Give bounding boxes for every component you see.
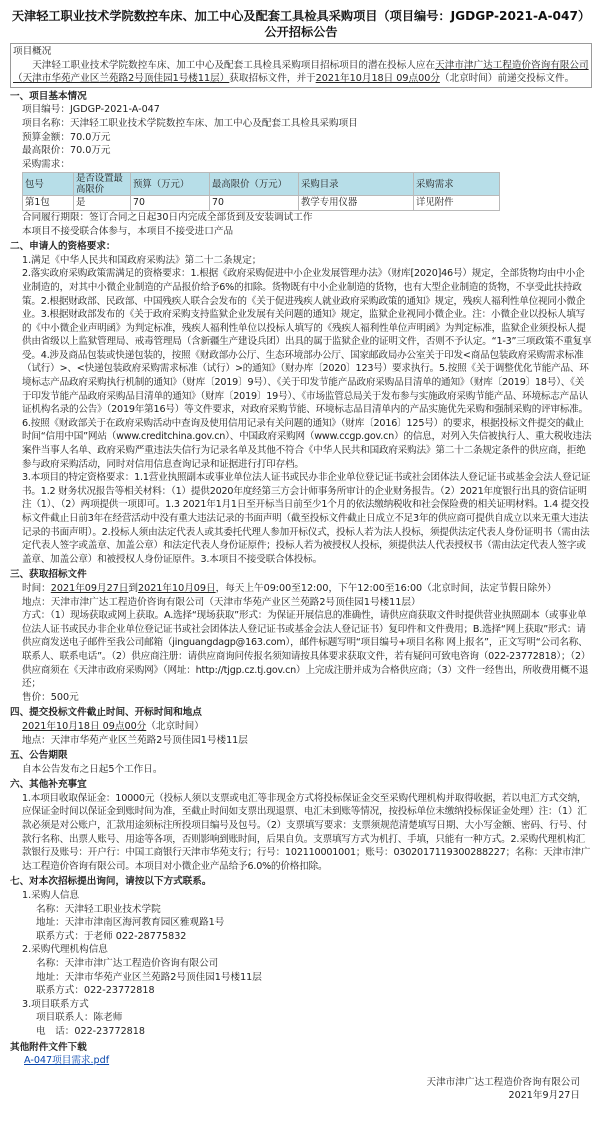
obtain-to: 到 — [128, 582, 138, 594]
overview-text-b: 获取招标文件，并于 — [229, 73, 316, 85]
requirement-label: 采购需求： — [22, 158, 70, 170]
agent-heading: 2.采购代理机构信息 — [22, 944, 108, 956]
table-cell: 第1包 — [23, 196, 74, 211]
notice-period: 自本公告发布之日起5个工作日。 — [22, 763, 163, 775]
bid-deadline-suffix: （北京时间） — [146, 720, 204, 732]
attachments-heading: 其他附件文件下载 — [10, 1041, 87, 1053]
qualification-1: 1.满足《中华人民共和国政府采购法》第二十二条规定； — [22, 254, 262, 266]
buyer-heading: 1.采购人信息 — [22, 890, 80, 902]
contract-period: 合同履行期限：签订合同之日起30日内完成全部货到及安装调试工作 — [22, 211, 313, 223]
document-price: 售价：500元 — [22, 691, 79, 703]
bid-deadline-date: 2021年10月18日 09点00分 — [22, 720, 147, 732]
qualification-3: 3.本项目的特定资格要求：1.1营业执照副本或事业单位法人证书或民办非企业单位登记证书或社会团体法人登记证书或基金会法人登记证书。1.2 财务状况报告等相关材料：（1）提供2020年度经第三方会计师事务所审计的企业财务报告。（2）2021年度银行出具的资信证明 注（1）、（2）两项提供一项即可。1.3 2021年1月1日至开标当日前至少1个月的依法缴纳税收和社会保险费的相关证明材料。1.4 提交投标文件截止日前3年在经营活动中没有重大违法记录的书面声明（截至投标文件截止日成立不足3年的供应商可提供自成立以来无重大违法记录的书面声明）。2.投标人须由法定代表人或其委托代理人参加开标仪式，投标人若为法人投标，须提供法定代表人身份证明书（需由法定代表人签字或盖章、加盖公章）和法定代表人身份证原件；投标人若为被授权人投标，须提供法人代表授权书（需由法定代表人签字或盖章、加盖公章）和被授权人身份证原件。3.本项目不接受联合体投标。 — [22, 472, 591, 565]
obtain-hours: ，每天上午09:00至12:00，下午12:00至16:00（北京时间，法定节假日除外） — [215, 582, 557, 594]
budget: 预算金额：70.0万元 — [22, 131, 111, 143]
obtain-place: 地点：天津市津广达工程造价咨询有限公司（天津市华苑产业区兰苑路2号顶佳园1号楼11层） — [22, 596, 421, 608]
table-row — [23, 196, 500, 211]
table-cell: 详见附件 — [414, 196, 500, 211]
project-contact-heading: 3.项目联系方式 — [22, 998, 89, 1010]
table-header-row — [23, 173, 500, 196]
page-title: 天津轻工职业技术学院数控车床、加工中心及配套工具检具采购项目（项目编号：JGDGP-2021-A-047）公开招标公告 — [11, 9, 591, 39]
table-header-cell: 采购需求 — [414, 173, 500, 196]
buyer-name: 名称：天津轻工职业技术学院 — [36, 903, 161, 915]
table-cell: 是 — [74, 196, 131, 211]
attachment-link[interactable]: A-047项目需求.pdf — [24, 1055, 110, 1067]
project-contact-phone: 电 话：022-23772818 — [36, 1025, 145, 1037]
signature-org: 天津市津广达工程造价咨询有限公司 — [426, 1076, 580, 1088]
project-contact-person: 项目联系人：陈老师 — [36, 1012, 123, 1024]
agent-address: 地址：天津市华苑产业区兰苑路2号顶佳园1号楼11层 — [36, 971, 262, 983]
overview-text — [13, 59, 591, 86]
table-cell: 教学专用仪器 — [299, 196, 414, 211]
buyer-contact: 联系方式：于老师 022-28775832 — [36, 930, 187, 942]
obtain-start-date: 2021年09月27日 — [50, 582, 129, 594]
section-2-heading: 二、申请人的资格要求： — [10, 241, 116, 253]
table-header-cell: 预算（万元） — [131, 173, 210, 196]
project-name: 项目名称：天津轻工职业技术学院数控车床、加工中心及配套工具检具采购项目 — [22, 117, 358, 129]
max-price: 最高限价：70.0万元 — [22, 145, 111, 157]
overview-deadline: 2021年10月18日 09点00分 — [315, 73, 440, 85]
obtain-time — [10, 582, 592, 596]
table-cell: 70 — [210, 196, 299, 211]
overview-text-a: 天津轻工职业技术学院数控车床、加工中心及配套工具检具采购项目招标项目的潜在投标人应在 — [32, 59, 436, 71]
section-5-heading: 五、公告期限 — [10, 750, 68, 762]
overview-place: 天津市津广达工程造价咨询有限公司（天津市华苑产业区兰苑路2号顶佳园1号楼11层） — [13, 59, 589, 85]
section-4-heading: 四、提交投标文件截止时间、开标时间和地点 — [10, 707, 202, 719]
overview-heading: 项目概况 — [13, 46, 52, 57]
overview-box — [10, 43, 592, 88]
agent-contact: 联系方式：022-23772818 — [36, 985, 155, 997]
section-1-heading: 一、项目基本情况 — [10, 90, 87, 102]
buyer-address: 地址：天津市津南区海河教育园区雅观路1号 — [36, 917, 225, 929]
supplementary-text: 1.本项目收取保证金：10000元（投标人须以支票或电汇等非现金方式将投标保证金交至采购代理机构并取得收据，若以电汇方式交纳，应保证金时间以保证金到账时间为准，至截止时间如支票出现退票、电汇未到账等情况，按投标单位未缴纳投标保证金处理）注：（1）汇款必须是对公账户，汇款用途须标注所投项目编号及包号。（2）支票填写要求：支票须规范清楚填写日期、大小写金额、密码、行号、付款行名称、出票人账号、用途等各项，否则影响到账时间，后果自负。支票填写方式为机打、手填，只能有一种方式。2.采购代理机构汇款银行及账号：开户行：中国工商银行天津市华苑支行；行号：102110001001；账号：0302017119300288227；名称：天津市津广达工程造价咨询有限公司。本项目对小微企业产品给予6.0%的价格扣除。 — [22, 792, 591, 872]
overview-text-c: （北京时间）前递交投标文件。 — [439, 73, 575, 85]
obtain-end-date: 2021年10月09日 — [138, 582, 216, 594]
table-header-cell: 包号 — [23, 173, 74, 196]
table-cell: 70 — [131, 196, 210, 211]
bid-place: 地点：天津市华苑产业区兰苑路2号顶佳园1号楼11层 — [22, 734, 248, 746]
obtain-time-label: 时间： — [22, 582, 51, 594]
section-3-heading: 三、获取招标文件 — [10, 569, 87, 581]
bid-deadline — [10, 720, 592, 734]
joint-bid-note: 本项目不接受联合体参与，本项目不接受进口产品 — [22, 225, 234, 237]
table-header-cell: 最高限价（万元） — [210, 173, 299, 196]
qualification-2: 2.落实政府采购政策需满足的资格要求：1.根据《政府采购促进中小企业发展管理办法》（财库[2020]46号）规定，全部货物均由中小企业制造的，对其中小微企业制造的产品报价给予6%的扣除。货物既有中小企业制造的货物，也有大型企业制造的货物，不享受此扶持政策。2.根据财政部、民政部、中国残疾人联合会发布的《关于促进残疾人就业政府采购政策的通知》规定，残疾人福利性单位视同小微企业。3.根据财政部发布的《关于政府采购支持监狱企业发展有关问题的通知》规定，监狱企业视同小微企业。注：小微企业以投标人填写的《中小微企业声明函》为判定标准，残疾人福利性单位以投标人填写的《残疾人福利性单位声明函》为判定标准，监狱企业须投标人提供由省级以上监狱管理局、戒毒管理局（含新疆生产建设兵团）出具的属于监狱企业的证明文件，否则不予认定。“1-3”三项政策不重复享受。4.涉及商品包装或快递包装的，按照《财政部办公厅、生态环境部办公厅、国家邮政局办公室关于印发<商品包装政府采购需求标准（试行）>、<快递包装政府采购需求标准（试行）>的通知》（财办库〔2020〕123号）要求执行。5.按照《关于调整优化节能产品、环境标志产品政府采购执行机制的通知》（财库〔2019〕9号）、《关于印发节能产品政府采购品目清单的通知》（财库〔2019〕18号）、《关于印发节能产品政府采购品目清单的通知》（财库〔2019〕19号）、《市场监管总局关于发布参与实施政府采购节能产品、环境标志产品认证机构名录的公告》（2019年第16号）等文件要求，对政府采购节能、环境标志品目清单内的产品实施优先采购和强制采购的评审标准。6.按照《财政部关于在政府采购活动中查询及使用信用记录有关问题的通知》（财库〔2016〕125号）的要求，根据投标文件提交的截止时间“信用中国”网站（www.creditchina.gov.cn）、中国政府采购网（www.ccgp.gov.cn）的信息，对列入失信被执行人、重大税收违法案件当事人名单、政府采购严重违法失信行为记录名单及其他不符合《中华人民共和国政府采购法》第二十二条规定条件的供应商，拒绝参与政府采购活动，同时对信用信息查询记录和证据进行打印存档。 — [22, 268, 592, 470]
table-header-cell: 是否设置最高限价 — [74, 173, 131, 196]
section-7-heading: 七、对本次招标提出询问，请按以下方式联系。 — [10, 876, 212, 888]
requirement-table — [22, 172, 500, 211]
section-6-heading: 六、其他补充事宜 — [10, 779, 87, 791]
project-code: 项目编号：JGDGP-2021-A-047 — [22, 104, 160, 116]
agent-name: 名称：天津市津广达工程造价咨询有限公司 — [36, 958, 219, 969]
table-header-cell: 采购目录 — [299, 173, 414, 196]
signature-date: 2021年9月27日 — [508, 1090, 580, 1102]
obtain-method: 方式：（1）现场获取或网上获取。A.选择“现场获取”形式：为保证开展信息的准确性，请供应商获取文件时提供营业执照副本（或事业单位法人证书或民办非企业单位登记证书或社会团体法人登记证书或基金会法人登记证书）复印件和文件费用；B.选择“网上获取”形式：请供应商发送电子邮件至我公司邮箱（jinguangdagp@163.com），邮件标题写明“项目编号+项目名称 网上报名”，正文写明“公司名称、联系人、联系电话”。（2）供应商注册：请供应商询问传报名须知请按具体要求获取文件，若有疑问可致电咨询（022-23772818）；（2）供应商须在《天津市政府采购网》（网址：http://tjgp.cz.tj.gov.cn）上完成注册并成为合格供应商；（3）文件一经售出，所收费用概不退还； — [22, 610, 591, 690]
